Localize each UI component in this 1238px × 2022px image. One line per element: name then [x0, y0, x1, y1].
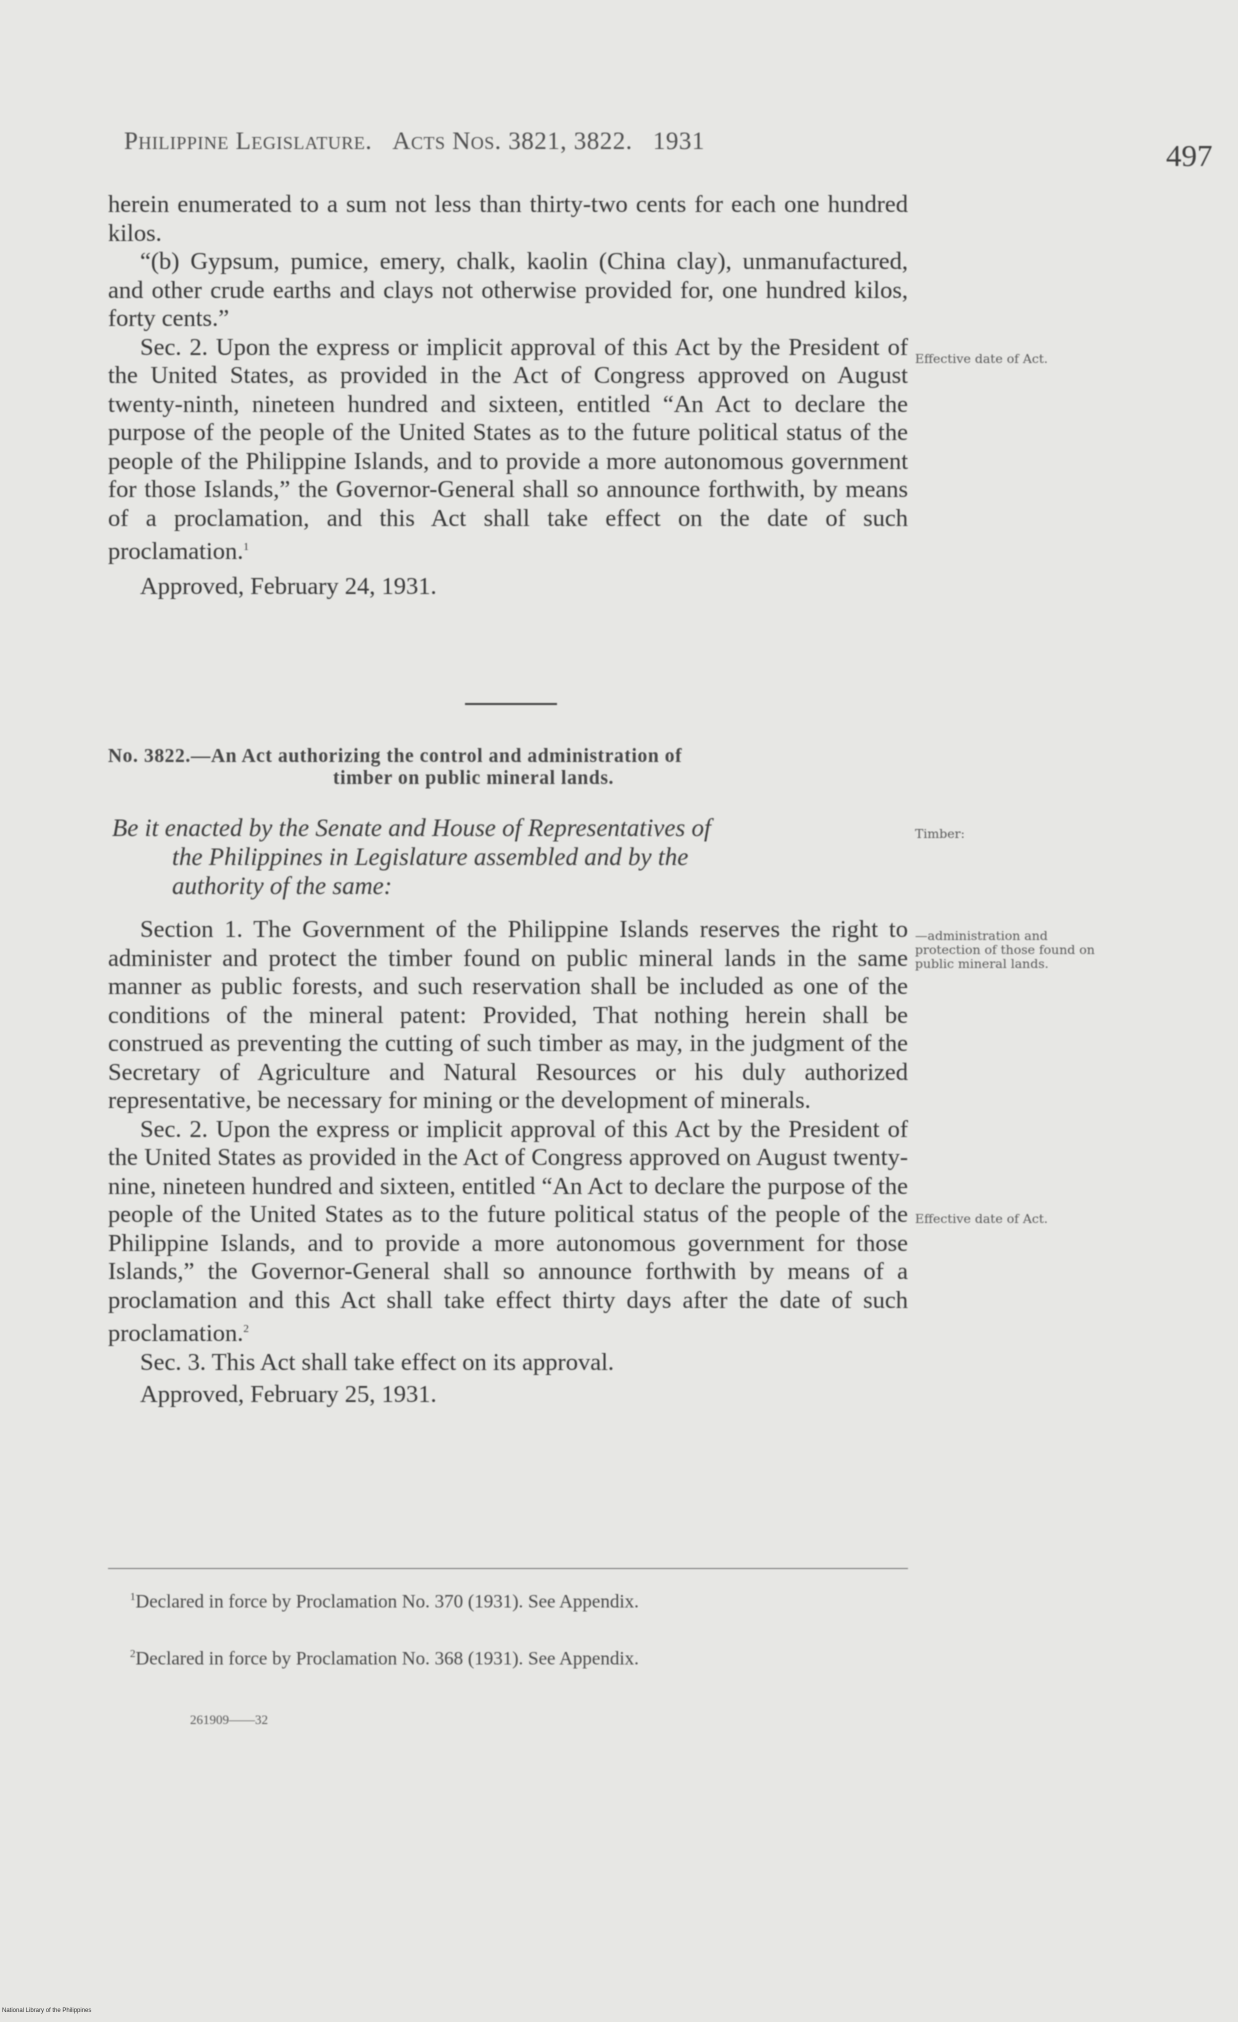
footnote-1-mark: 1	[130, 1591, 136, 1603]
header-year: 1931	[652, 128, 705, 155]
sec2-act3821-text: Sec. 2. Upon the express or implicit approval of this Act by the President of the United States, as provided in the Act of Congress approved on August twenty-ninth, nineteen hundred and sixteen, entitled “An Act to declare the purpose of the people of the United States as to the future political status of the people of the Philippine Islands, and to provide a more autonomous government for those Islands,” the Governor-General shall so announce forthwith, by means of a proclamation, and this Act shall take effect on the date of such proclamation.	[108, 333, 908, 566]
footnote-ref-2: 2	[243, 1323, 249, 1335]
running-header	[124, 128, 904, 156]
section-divider	[465, 703, 557, 705]
footnote-1	[108, 1584, 908, 1615]
header-legislature: Philippine Legislature.	[124, 128, 373, 155]
side-note-timber: Timber:	[915, 826, 965, 841]
section-1: Section 1. The Government of the Philippine Islands reserves the right to administer and protect the timber found on public mineral lands in the same manner as public forests, and such reservation shall be included as one of the conditions of the mineral patent: Provided, That nothing herein shall be construed as preventing the cutting of such timber as may, in the judgment of the Secretary of Agriculture and Natural Resources or his duly authorized representative, be necessary for mining or the development of minerals.	[108, 916, 908, 1114]
scan-footer: National Library of the Philippines	[2, 2008, 92, 2014]
paragraph-continuation: herein enumerated to a sum not less than thirty-two cents for each one hundred kilos.	[108, 191, 908, 247]
side-note-admin: —administration and protection of those found on public mineral lands.	[915, 928, 1095, 971]
page-number: 497	[1166, 138, 1213, 173]
footnote-2-text: Declared in force by Proclamation No. 368 (1931). See Appendix.	[135, 1648, 639, 1670]
side-note-effective-1: Effective date of Act.	[915, 351, 1048, 366]
print-code: 261909——32	[190, 1712, 268, 1727]
act-3822-title-line2: timber on public mineral lands.	[333, 768, 614, 789]
footnote-ref-1: 1	[243, 541, 249, 553]
section-2-text: Sec. 2. Upon the express or implicit approval of this Act by the President of the United States as provided in the Act of Congress approved on August twenty-nine, nineteen hundred and sixteen, entitled “An Act to declare the purpose of the people of the United States as to the future political status of the people of the Philippine Islands, and to provide a more autonomous government for those Islands,” the Governor-General shall so announce forthwith by means of a proclamation and this Act shall take effect thirty days after the date of such proclamation.	[108, 1115, 908, 1348]
top-text-block	[108, 191, 908, 601]
footnote-2	[108, 1641, 908, 1672]
footnote-rule	[108, 1568, 908, 1569]
paragraph-sec2-act3821	[108, 334, 908, 567]
header-acts: Acts Nos. 3821, 3822.	[392, 128, 633, 155]
act-3822-title-line1: No. 3822.—An Act authorizing the control and administration of	[108, 746, 683, 767]
enact-line2: the Philippines in Legislature assembled and by the	[172, 844, 689, 871]
side-note-effective-2: Effective date of Act.	[915, 1211, 1048, 1226]
act-3822-body	[108, 916, 908, 1410]
enact-line1: Be it enacted by the Senate and House of Representatives of	[112, 815, 711, 842]
enact-line3: authority of the same:	[172, 873, 393, 900]
approved-act3821: Approved, February 24, 1931.	[140, 572, 437, 600]
paragraph-gypsum: “(b) Gypsum, pumice, emery, chalk, kaolin (China clay), unmanufactured, and other crude earths and clays not otherwise provided for, one hundred kilos, forty cents.”	[108, 248, 908, 332]
approved-act3822: Approved, February 25, 1931.	[140, 1381, 437, 1409]
act-3822-title	[108, 746, 908, 790]
footnote-1-text: Declared in force by Proclamation No. 370 (1931). See Appendix.	[135, 1591, 639, 1613]
section-3: Sec. 3. This Act shall take effect on its approval.	[140, 1348, 615, 1376]
footnote-2-mark: 2	[130, 1648, 136, 1660]
enacting-clause	[112, 814, 908, 901]
section-2	[108, 1116, 908, 1349]
